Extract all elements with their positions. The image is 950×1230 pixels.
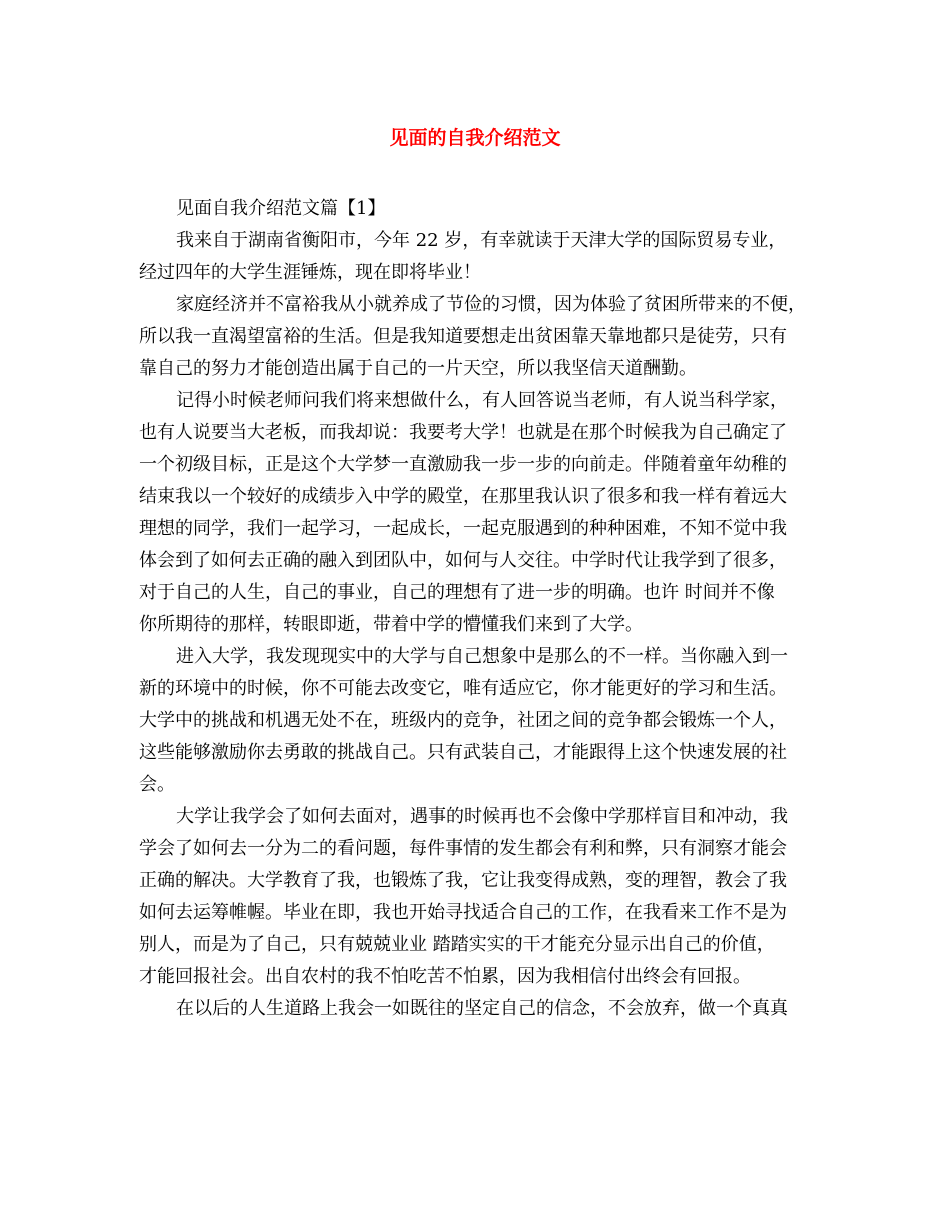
text-line: 进入大学，我发现现实中的大学与自己想象中是那么的不一样。当你融入到一 [176,646,788,667]
text-line: 大学中的挑战和机遇无处不在，班级内的竞争，社团之间的竞争都会锻炼一个人， [139,710,787,731]
text-line: 会。 [139,774,175,795]
text-line: 新的环境中的时候，你不可能去改变它，唯有适应它，你才能更好的学习和生活。 [139,678,787,699]
text-line: 我来自于湖南省衡阳市，今年 22 岁，有幸就读于天津大学的国际贸易专业， [176,230,787,251]
text-line: 你所期待的那样，转眼即逝，带着中学的懵懂我们来到了大学。 [139,614,643,635]
text-line: 所以我一直渴望富裕的生活。但是我知道要想走出贫困靠天靠地都只是徒劳，只有 [139,326,787,347]
text-line: 体会到了如何去正确的融入到团队中，如何与人交往。中学时代让我学到了很多， [139,550,787,571]
text-line: 家庭经济并不富裕我从小就养成了节俭的习惯，因为体验了贫困所带来的不便， [176,294,806,315]
text-line: 理想的同学，我们一起学习，一起成长，一起克服遇到的种种困难，不知不觉中我 [139,518,787,539]
text-line: 别人，而是为了自己，只有兢兢业业 踏踏实实的干才能充分显示出自己的价值， [139,934,775,955]
text-line: 结束我以一个较好的成绩步入中学的殿堂，在那里我认识了很多和我一样有着远大 [139,486,787,507]
text-line: 正确的解决。大学教育了我，也锻炼了我，它让我变得成熟，变的理智，教会了我 [139,870,787,891]
text-line: 也有人说要当大老板，而我却说：我要考大学！也就是在那个时候我为自己确定了 [139,422,787,443]
document-title: 见面的自我介绍范文 [389,127,561,149]
text-line: 经过四年的大学生涯锤炼，现在即将毕业！ [139,262,481,283]
text-line: 才能回报社会。出自农村的我不怕吃苦不怕累，因为我相信付出终会有回报。 [139,966,751,987]
text-line: 如何去运筹帷幄。毕业在即，我也开始寻找适合自己的工作，在我看来工作不是为 [139,902,787,923]
text-line: 学会了如何去一分为二的看问题，每件事情的发生都会有利和弊，只有洞察才能会 [139,838,787,859]
text-line: 靠自己的努力才能创造出属于自己的一片天空，所以我坚信天道酬勤。 [139,358,697,379]
text-line: 在以后的人生道路上我会一如既往的坚定自己的信念，不会放弃，做一个真真 [176,998,788,1019]
text-line: 见面自我介绍范文篇【1】 [176,198,386,219]
text-line: 大学让我学会了如何去面对，遇事的时候再也不会像中学那样盲目和冲动，我 [176,806,788,827]
text-line: 这些能够激励你去勇敢的挑战自己。只有武装自己，才能跟得上这个快速发展的社 [139,742,787,763]
text-line: 记得小时候老师问我们将来想做什么，有人回答说当老师，有人说当科学家， [176,390,788,411]
text-line: 对于自己的人生，自己的事业，自己的理想有了进一步的明确。也许 时间并不像 [139,582,775,603]
document-body [139,193,829,1025]
text-line: 一个初级目标，正是这个大学梦一直激励我一步一步的向前走。伴随着童年幼稚的 [139,454,787,475]
